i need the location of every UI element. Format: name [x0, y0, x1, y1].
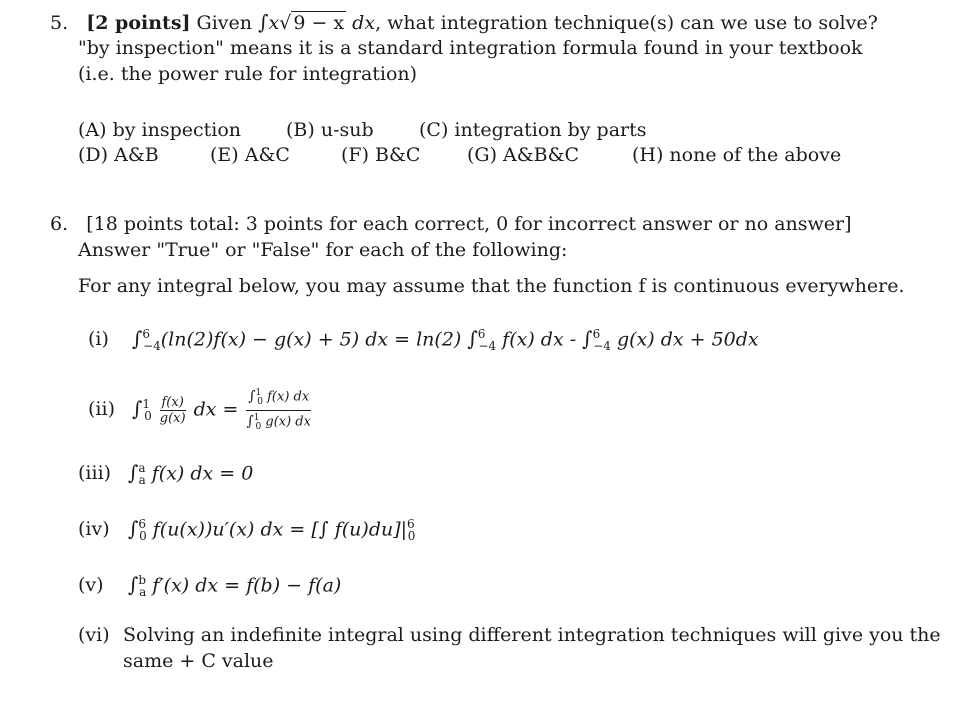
q6-item-vi: (vi) Solving an indefinite integral using different integration techniques will give you the — [78, 624, 941, 646]
q5-points: [2 points] — [86, 12, 191, 34]
q5-stem: 5. [2 points] Given ∫x√ 9 − x dx, what integration technique(s) can we use to solve? — [50, 10, 878, 34]
q5-option-h: (H) none of the above — [632, 144, 842, 166]
item-label: (iii) — [78, 462, 112, 485]
q5-option-f: (F) B&C — [341, 144, 421, 166]
integral-sign: ∫ — [258, 10, 269, 34]
q5-option-a: (A) by inspection — [78, 119, 242, 141]
q6-item-v: (v) ∫$^b_a$ f′(x) dx = f(b) − f(a) — [78, 572, 342, 600]
q5-option-c: (C) integration by parts — [419, 119, 647, 141]
q6-item-ii: (ii) ∫$^1_0$ $\frac{f(x)}{g(x)}$ dx = $\frac{\int^1_0 f(x) dx}{\int^1_0 g(x) dx}$ — [88, 384, 313, 436]
q6-item-i: (i) ∫$^6_{-4}$(ln(2)f(x) − g(x) + 5) dx = ln(2) ∫$^6_{-4}$ f(x) dx - ∫$^6_{-4}$ g(x) dx + 50dx — [88, 326, 759, 354]
q5-line2: "by inspection" means it is a standard integration formula found in your textbook — [78, 37, 863, 59]
q6-assumption: For any integral below, you may assume that the function f is continuous everywhere. — [78, 275, 905, 297]
item-label: (i) — [88, 328, 109, 351]
ratio-of-integrals: $\frac{\int^1_0 f(x) dx}{\int^1_0 g(x) dx}$ — [246, 387, 311, 432]
q6-header: 6. [18 points total: 3 points for each correct, 0 for incorrect answer or no answer] — [50, 213, 852, 235]
q5-option-e: (E) A&C — [210, 144, 290, 166]
q6-instruction: Answer "True" or "False" for each of the following: — [78, 239, 568, 261]
q5-option-g: (G) A&B&C — [467, 144, 580, 166]
item-label: (iv) — [78, 518, 110, 541]
item-label: (ii) — [88, 398, 115, 421]
q6-number: 6. — [50, 213, 69, 235]
sqrt-expression: √ 9 − x — [279, 12, 345, 34]
item-label: (v) — [78, 574, 104, 597]
q5-number: 5. — [50, 12, 69, 34]
q6-item-vi-continued: same + C value — [123, 650, 274, 672]
q5-option-b: (B) u-sub — [286, 119, 374, 141]
item-label: (vi) — [78, 624, 110, 646]
integrand-fraction: $\frac{f(x)}{g(x)}$ — [159, 394, 186, 426]
q6-item-iii: (iii) ∫$^a_a$ f(x) dx = 0 — [78, 460, 254, 488]
q5-line3: (i.e. the power rule for integration) — [78, 63, 418, 85]
q6-item-iv: (iv) ∫$^6_0$ f(u(x))u′(x) dx = [∫ $f(u)du]|^6_0$ — [78, 516, 416, 544]
q5-option-d: (D) A&B — [78, 144, 159, 166]
